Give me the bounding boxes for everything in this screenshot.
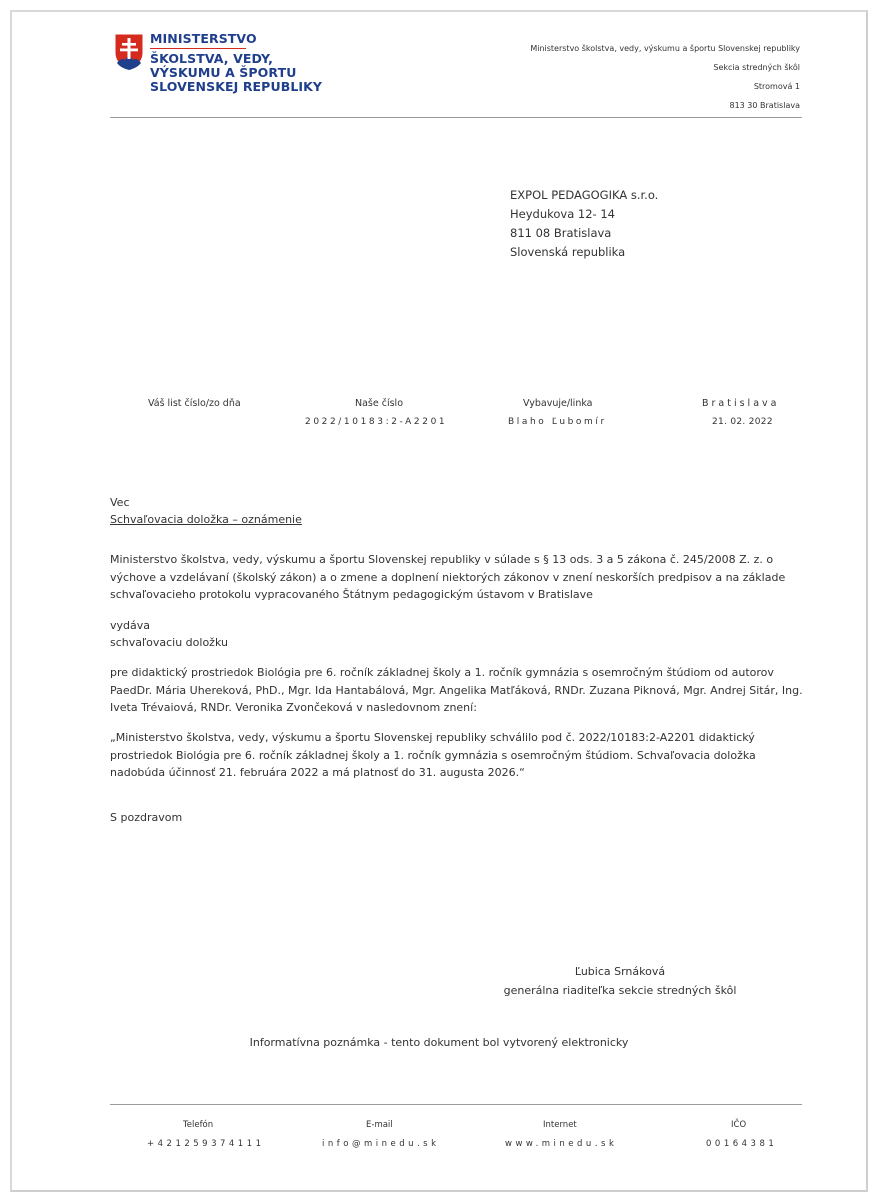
footer-internet-value: www.minedu.sk <box>505 1139 618 1149</box>
date-value: 21. 02. 2022 <box>712 417 773 427</box>
sender-line: Stromová 1 <box>753 82 800 91</box>
recipient-line: Slovenská republika <box>510 245 626 259</box>
note-text: Informatívna poznámka - tento dokument bol vytvorený elektronicky <box>249 1036 629 1049</box>
footer-email-value: info@minedu.sk <box>322 1139 440 1149</box>
slovak-coat-of-arms-icon <box>114 33 144 71</box>
handled-by-label: Vybavuje/linka <box>523 398 593 409</box>
signatory-title: generálna riaditeľka sekcie stredných škôl <box>503 984 737 997</box>
footer-phone-label: Telefón <box>183 1120 214 1130</box>
your-letter-label: Váš list číslo/zo dňa <box>148 398 241 409</box>
document-name: schvaľovaciu doložku <box>110 636 228 649</box>
issues-word: vydáva <box>110 619 150 632</box>
closing: S pozdravom <box>110 811 183 824</box>
our-number-label: Naše číslo <box>355 398 404 409</box>
subject-title: Schvaľovacia doložka – oznámenie <box>110 513 302 526</box>
recipient-line: EXPOL PEDAGOGIKA s.r.o. <box>510 188 659 202</box>
logo-line-3: VÝSKUMU A ŠPORTU <box>150 65 297 80</box>
logo-line-4: SLOVENSKEJ REPUBLIKY <box>150 79 323 94</box>
electronic-document-note <box>0 1036 878 1049</box>
body-paragraph-1: Ministerstvo školstva, vedy, výskumu a športu Slovenskej republiky v súlade s § 13 ods. 3 a 5 zákona č. 245/2008 Z. z. o výchove a vzdelávaní (školský zákon) a o zmene a doplnení niektorých zákonov v znení neskorších predpisov a na základe schvaľovacieho protokolu vypracovaného Štátnym pedagogickým ústavom v Bratislave <box>110 553 786 601</box>
footer-ico-value: 00164381 <box>706 1139 778 1149</box>
body-paragraph-3-quote: „Ministerstvo školstva, vedy, výskumu a športu Slovenskej republiky schválilo pod č. 2022/10183:2-A2201 didaktický prostriedok Biológia pre 6. ročník základnej školy a 1. ročník gymnázia s osemročným štúdiom. Schvaľovacia doložka nadobúda účinnosť 21. februára 2022 a má platnosť do 31. augusta 2026.“ <box>110 731 756 779</box>
sender-line: Ministerstvo školstva, vedy, výskumu a športu Slovenskej republiky <box>530 44 800 53</box>
place-label: Bratislava <box>702 398 780 409</box>
footer-divider <box>110 1104 802 1105</box>
header-divider <box>110 117 802 118</box>
sender-line: Sekcia stredných škôl <box>713 63 800 72</box>
recipient-line: 811 08 Bratislava <box>510 226 612 240</box>
sender-line: 813 30 Bratislava <box>729 101 800 110</box>
signatory-name: Ľubica Srnáková <box>574 965 666 978</box>
recipient-address <box>510 186 658 262</box>
logo-line-2: ŠKOLSTVA, VEDY, <box>150 51 273 66</box>
logo-line-1: MINISTERSTVO <box>150 32 246 49</box>
sender-address <box>530 39 800 115</box>
recipient-line: Heydukova 12- 14 <box>510 207 615 221</box>
body-paragraph-2: pre didaktický prostriedok Biológia pre 6. ročník základnej školy a 1. ročník gymnázia s osemročným štúdiom od autorov PaedDr. Mária Uhereková, PhD., Mgr. Ida Hantabálová, Mgr. Angelika Matľáková, RNDr. Zuzana Piknová, Mgr. Andrej Sitár, Ing. Iveta Trévaiová, RNDr. Veronika Zvončeková v nasledovnom znení: <box>110 666 803 714</box>
handled-by-value: Blaho Ľubomír <box>508 417 607 427</box>
our-number-value: 2022/10183:2-A2201 <box>305 417 448 427</box>
footer-internet-label: Internet <box>543 1120 577 1130</box>
footer-phone-value: +421259374111 <box>147 1139 265 1149</box>
footer-email-label: E-mail <box>366 1120 393 1130</box>
footer-ico-label: IČO <box>731 1120 747 1130</box>
ministry-logo-text <box>150 32 322 94</box>
subject-label: Vec <box>110 496 130 509</box>
